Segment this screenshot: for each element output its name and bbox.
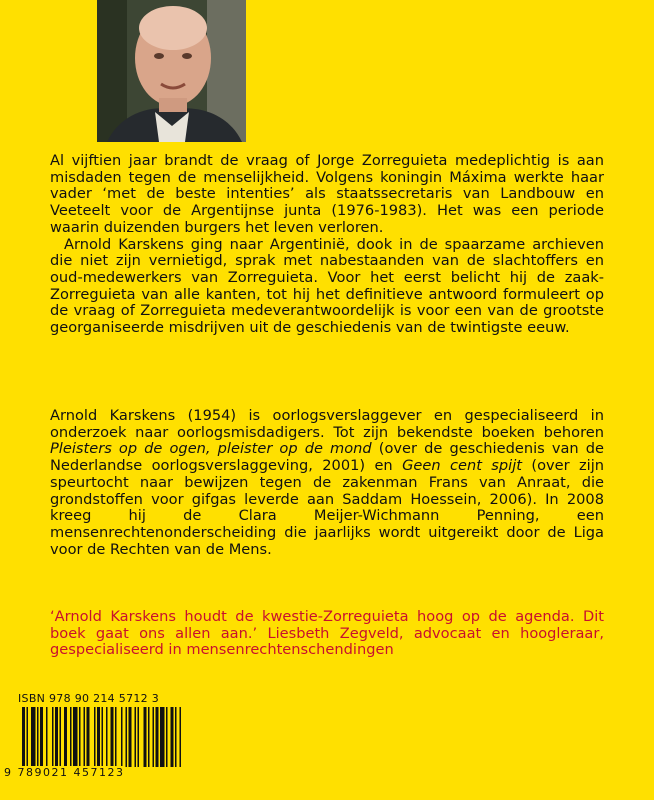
barcode-number: 9 789021 457123: [4, 766, 125, 779]
paragraph-research: Arnold Karskens ging naar Argentinië, dook in de spaarzame archieven die niet zijn vernietigd, sprak met nabestaanden van de slachtoffers en oud-medewerkers van Zorreguieta. Voor het eerst belicht hij de zaak-Zorreguieta van alle kanten, tot hij het definitieve antwoord formuleert op de vraag of Zorreguieta medeverantwoordelijk is voor een van de grootste georganiseerde misdrijven uit de geschiedenis van de twintigste eeuw.: [50, 235, 604, 337]
bio-part-1: Arnold Karskens (1954) is oorlogsverslaggever en gespecialiseerd in onderzoek naar oorlogsmisdadigers. Tot zijn bekendste boeken behoren: [50, 407, 604, 441]
author-photo: [97, 0, 246, 142]
description-text: [50, 153, 604, 337]
bio-part-3: (over zijn speurtocht naar bewijzen tegen de zakenman Frans van Anraat, die grondstoffen voor gifgas leverde aan Saddam Hoessein, 2006). In 2008 kreeg hij de Clara Meijer-Wichmann Penning, een mensenrechtenonderscheiding die jaarlijks wordt uitgereikt door de Liga voor de Rechten van de Mens.: [50, 457, 604, 558]
isbn-label: ISBN 978 90 214 5712 3: [18, 692, 160, 705]
bio-part-2: (over de geschiedenis van de Nederlandse oorlogsverslaggeving, 2001) en: [50, 440, 604, 475]
quote-text: ‘Arnold Karskens houdt de kwestie-Zorreguieta hoog op de agenda. Dit boek gaat ons allen aan.’ Liesbeth Zegveld, advocaat en hoogleraar, gespecialiseerd in mensenrechtenschendingen: [50, 608, 604, 659]
book-title-pleisters: Pleisters op de ogen, pleister op de mond: [50, 440, 372, 458]
review-quote: [50, 609, 604, 659]
bio-paragraph: [50, 408, 604, 558]
paragraph-intro: Al vijftien jaar brandt de vraag of Jorge Zorreguieta medeplichtig is aan misdaden tegen de menselijkheid. Volgens koningin Máxima werkte haar vader ‘met de beste intenties’ als staatssecretaris van Landbouw en Veeteelt voor de Argentijnse junta (1976-1983). Het was een periode waarin duizenden burgers het leven verloren.: [50, 152, 604, 236]
book-title-geen-cent-spijt: Geen cent spijt: [402, 457, 522, 475]
author-bio: [50, 408, 604, 558]
